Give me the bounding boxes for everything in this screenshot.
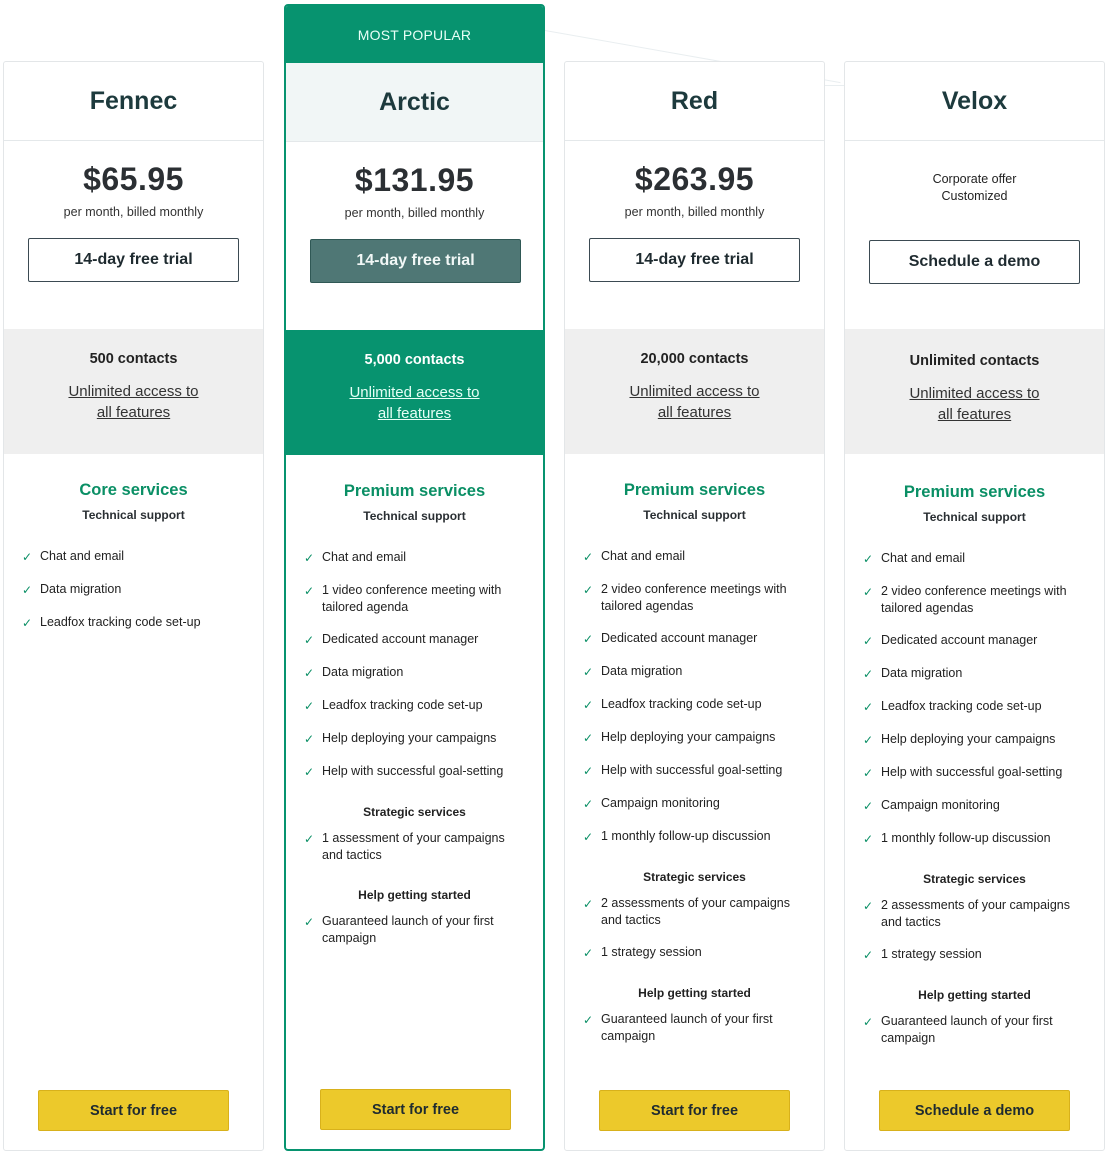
check-icon: ✓ [304, 633, 315, 647]
check-icon: ✓ [22, 583, 33, 597]
plan-name: Arctic [379, 87, 450, 116]
check-icon: ✓ [863, 799, 874, 813]
check-icon: ✓ [863, 948, 874, 962]
feature-text: 1 video conference meeting with tailored agenda [322, 583, 502, 614]
strategic-list [845, 897, 1104, 964]
services-title: Premium services [623, 481, 766, 499]
getting-started-list [286, 913, 543, 947]
plan-price: $131.95 [354, 162, 475, 198]
list-item [583, 1011, 810, 1045]
services-section [845, 454, 1104, 1047]
list-item [304, 582, 529, 616]
feature-text: Help with successful goal-setting [322, 764, 504, 778]
list-item [583, 581, 810, 615]
feature-text: 1 strategy session [601, 945, 702, 959]
plan-card-arctic [284, 4, 545, 1151]
feature-text: Dedicated account manager [601, 631, 758, 645]
getting-started-label: Help getting started [918, 988, 1031, 1002]
plan-price: $65.95 [83, 161, 184, 197]
contacts-limit: 5,000 contacts [364, 352, 465, 368]
plan-name: Velox [941, 86, 1008, 115]
start-free-button[interactable]: Start for free [38, 1090, 229, 1131]
features-link[interactable] [565, 381, 824, 423]
check-icon: ✓ [22, 616, 33, 630]
getting-started-list [845, 1013, 1104, 1047]
feature-text: Help deploying your campaigns [881, 732, 1056, 746]
plan-name: Fennec [89, 86, 178, 115]
check-icon: ✓ [304, 832, 315, 846]
list-item [583, 729, 810, 747]
check-icon: ✓ [304, 765, 315, 779]
contacts-section [4, 329, 263, 454]
services-title: Premium services [903, 483, 1046, 501]
corporate-offer [845, 171, 1104, 205]
feature-text: Help with successful goal-setting [881, 765, 1063, 779]
features-link-line2: all features [96, 404, 171, 421]
features-link-line1: Unlimited access to [349, 384, 480, 401]
strategic-services-label: Strategic services [923, 872, 1026, 886]
list-item [863, 632, 1090, 650]
billing-period: per month, billed monthly [344, 206, 485, 220]
price-section [845, 141, 1104, 329]
list-item [583, 548, 810, 566]
contacts-limit: Unlimited contacts [909, 353, 1040, 369]
strategic-services-label: Strategic services [643, 870, 746, 884]
list-item [863, 897, 1090, 931]
contacts-limit: 20,000 contacts [640, 351, 749, 367]
check-icon: ✓ [863, 899, 874, 913]
list-item [22, 548, 249, 566]
check-icon: ✓ [22, 550, 33, 564]
contacts-section [286, 330, 543, 455]
feature-list [845, 550, 1104, 848]
features-link-line2: all features [937, 406, 1012, 423]
check-icon: ✓ [583, 830, 594, 844]
list-item [583, 795, 810, 813]
list-item [583, 944, 810, 962]
list-item [863, 731, 1090, 749]
list-item [583, 895, 810, 929]
feature-text: Help deploying your campaigns [601, 730, 776, 744]
features-link-line2: all features [657, 404, 732, 421]
most-popular-badge: MOST POPULAR [286, 6, 543, 63]
feature-text: Dedicated account manager [322, 632, 479, 646]
free-trial-button[interactable]: 14-day free trial [589, 238, 800, 282]
list-item [22, 581, 249, 599]
list-item [863, 583, 1090, 617]
feature-text: 2 assessments of your campaigns and tactics [601, 896, 790, 927]
features-link-line1: Unlimited access to [629, 383, 760, 400]
feature-text: Leadfox tracking code set-up [881, 699, 1042, 713]
feature-text: Leadfox tracking code set-up [40, 615, 201, 629]
list-item [863, 830, 1090, 848]
strategic-list [286, 830, 543, 864]
feature-text: Data migration [322, 665, 404, 679]
list-item [863, 665, 1090, 683]
check-icon: ✓ [863, 634, 874, 648]
plan-price: $263.95 [634, 161, 755, 197]
services-title: Core services [79, 481, 188, 499]
features-link[interactable] [4, 381, 263, 423]
feature-text: Chat and email [881, 551, 966, 565]
check-icon: ✓ [304, 551, 315, 565]
features-link-line1: Unlimited access to [68, 383, 199, 400]
list-item [863, 550, 1090, 568]
plan-card-red [564, 61, 825, 1151]
feature-text: Leadfox tracking code set-up [322, 698, 483, 712]
getting-started-list [565, 1011, 824, 1045]
check-icon: ✓ [583, 632, 594, 646]
feature-text: 2 assessments of your campaigns and tactics [881, 898, 1070, 929]
getting-started-label: Help getting started [358, 888, 471, 902]
start-free-button[interactable]: Start for free [320, 1089, 511, 1130]
plan-name: Red [670, 86, 719, 115]
list-item [22, 614, 249, 632]
list-item [863, 797, 1090, 815]
list-item [304, 697, 529, 715]
corporate-offer-line2: Customized [941, 189, 1008, 203]
feature-text: Leadfox tracking code set-up [601, 697, 762, 711]
support-label: Technical support [82, 508, 185, 522]
feature-text: Dedicated account manager [881, 633, 1038, 647]
list-item [304, 631, 529, 649]
list-item [863, 764, 1090, 782]
feature-text: Help with successful goal-setting [601, 763, 783, 777]
price-section [565, 141, 824, 329]
feature-text: 1 monthly follow-up discussion [881, 831, 1051, 845]
list-item [863, 698, 1090, 716]
list-item [304, 730, 529, 748]
check-icon: ✓ [863, 766, 874, 780]
billing-period: per month, billed monthly [624, 205, 765, 219]
features-link[interactable] [845, 383, 1104, 425]
list-item [304, 830, 529, 864]
feature-text: Campaign monitoring [601, 796, 720, 810]
feature-text: Data migration [601, 664, 683, 678]
list-item [304, 763, 529, 781]
feature-text: 1 strategy session [881, 947, 982, 961]
feature-text: 2 video conference meetings with tailored agendas [881, 584, 1067, 615]
feature-text: Chat and email [601, 549, 686, 563]
list-item [583, 663, 810, 681]
support-label: Technical support [923, 510, 1026, 524]
check-icon: ✓ [583, 550, 594, 564]
feature-text: Campaign monitoring [881, 798, 1000, 812]
schedule-demo-cta-button[interactable]: Schedule a demo [879, 1090, 1070, 1131]
feature-text: Help deploying your campaigns [322, 731, 497, 745]
check-icon: ✓ [304, 584, 315, 598]
check-icon: ✓ [304, 732, 315, 746]
check-icon: ✓ [304, 666, 315, 680]
feature-text: 1 assessment of your campaigns and tactics [322, 831, 505, 862]
check-icon: ✓ [863, 700, 874, 714]
feature-list [4, 548, 263, 632]
list-item [583, 762, 810, 780]
plan-header [565, 62, 824, 141]
free-trial-button[interactable]: 14-day free trial [310, 239, 521, 283]
check-icon: ✓ [583, 731, 594, 745]
feature-text: Guaranteed launch of your first campaign [601, 1012, 773, 1043]
plan-header [4, 62, 263, 141]
check-icon: ✓ [863, 733, 874, 747]
plan-card-fennec [3, 61, 264, 1151]
services-section [4, 454, 263, 632]
start-free-button[interactable]: Start for free [599, 1090, 790, 1131]
services-section [565, 454, 824, 1045]
list-item [863, 1013, 1090, 1047]
list-item [583, 828, 810, 846]
contacts-section [845, 329, 1104, 454]
features-link-line2: all features [377, 405, 452, 422]
features-link[interactable] [286, 382, 543, 424]
background-line [825, 85, 845, 86]
list-item [863, 946, 1090, 964]
check-icon: ✓ [304, 699, 315, 713]
contacts-section [565, 329, 824, 454]
price-section [286, 142, 543, 330]
strategic-services-label: Strategic services [363, 805, 466, 819]
schedule-demo-button[interactable]: Schedule a demo [869, 240, 1080, 284]
check-icon: ✓ [863, 667, 874, 681]
list-item [304, 549, 529, 567]
list-item [583, 696, 810, 714]
features-link-line1: Unlimited access to [909, 385, 1040, 402]
getting-started-label: Help getting started [638, 986, 751, 1000]
check-icon: ✓ [583, 797, 594, 811]
contacts-limit: 500 contacts [89, 351, 178, 367]
feature-text: Chat and email [40, 549, 125, 563]
check-icon: ✓ [583, 583, 594, 597]
feature-list [565, 548, 824, 846]
check-icon: ✓ [583, 764, 594, 778]
check-icon: ✓ [583, 698, 594, 712]
feature-text: Chat and email [322, 550, 407, 564]
corporate-offer-line1: Corporate offer [932, 172, 1017, 186]
plan-header [845, 62, 1104, 141]
check-icon: ✓ [863, 1015, 874, 1029]
feature-text: 2 video conference meetings with tailored agendas [601, 582, 787, 613]
services-section [286, 455, 543, 947]
services-title: Premium services [343, 482, 486, 500]
feature-text: Guaranteed launch of your first campaign [322, 914, 494, 945]
feature-text: Data migration [881, 666, 963, 680]
feature-text: Data migration [40, 582, 122, 596]
check-icon: ✓ [583, 897, 594, 911]
plan-header [286, 63, 543, 142]
support-label: Technical support [363, 509, 466, 523]
feature-list [286, 549, 543, 781]
price-section [4, 141, 263, 329]
billing-period: per month, billed monthly [63, 205, 204, 219]
check-icon: ✓ [304, 915, 315, 929]
check-icon: ✓ [583, 1013, 594, 1027]
list-item [304, 913, 529, 947]
check-icon: ✓ [583, 665, 594, 679]
strategic-list [565, 895, 824, 962]
check-icon: ✓ [863, 552, 874, 566]
check-icon: ✓ [583, 946, 594, 960]
check-icon: ✓ [863, 585, 874, 599]
plan-card-velox [844, 61, 1105, 1151]
list-item [304, 664, 529, 682]
check-icon: ✓ [863, 832, 874, 846]
feature-text: Guaranteed launch of your first campaign [881, 1014, 1053, 1045]
feature-text: 1 monthly follow-up discussion [601, 829, 771, 843]
free-trial-button[interactable]: 14-day free trial [28, 238, 239, 282]
support-label: Technical support [643, 508, 746, 522]
list-item [583, 630, 810, 648]
